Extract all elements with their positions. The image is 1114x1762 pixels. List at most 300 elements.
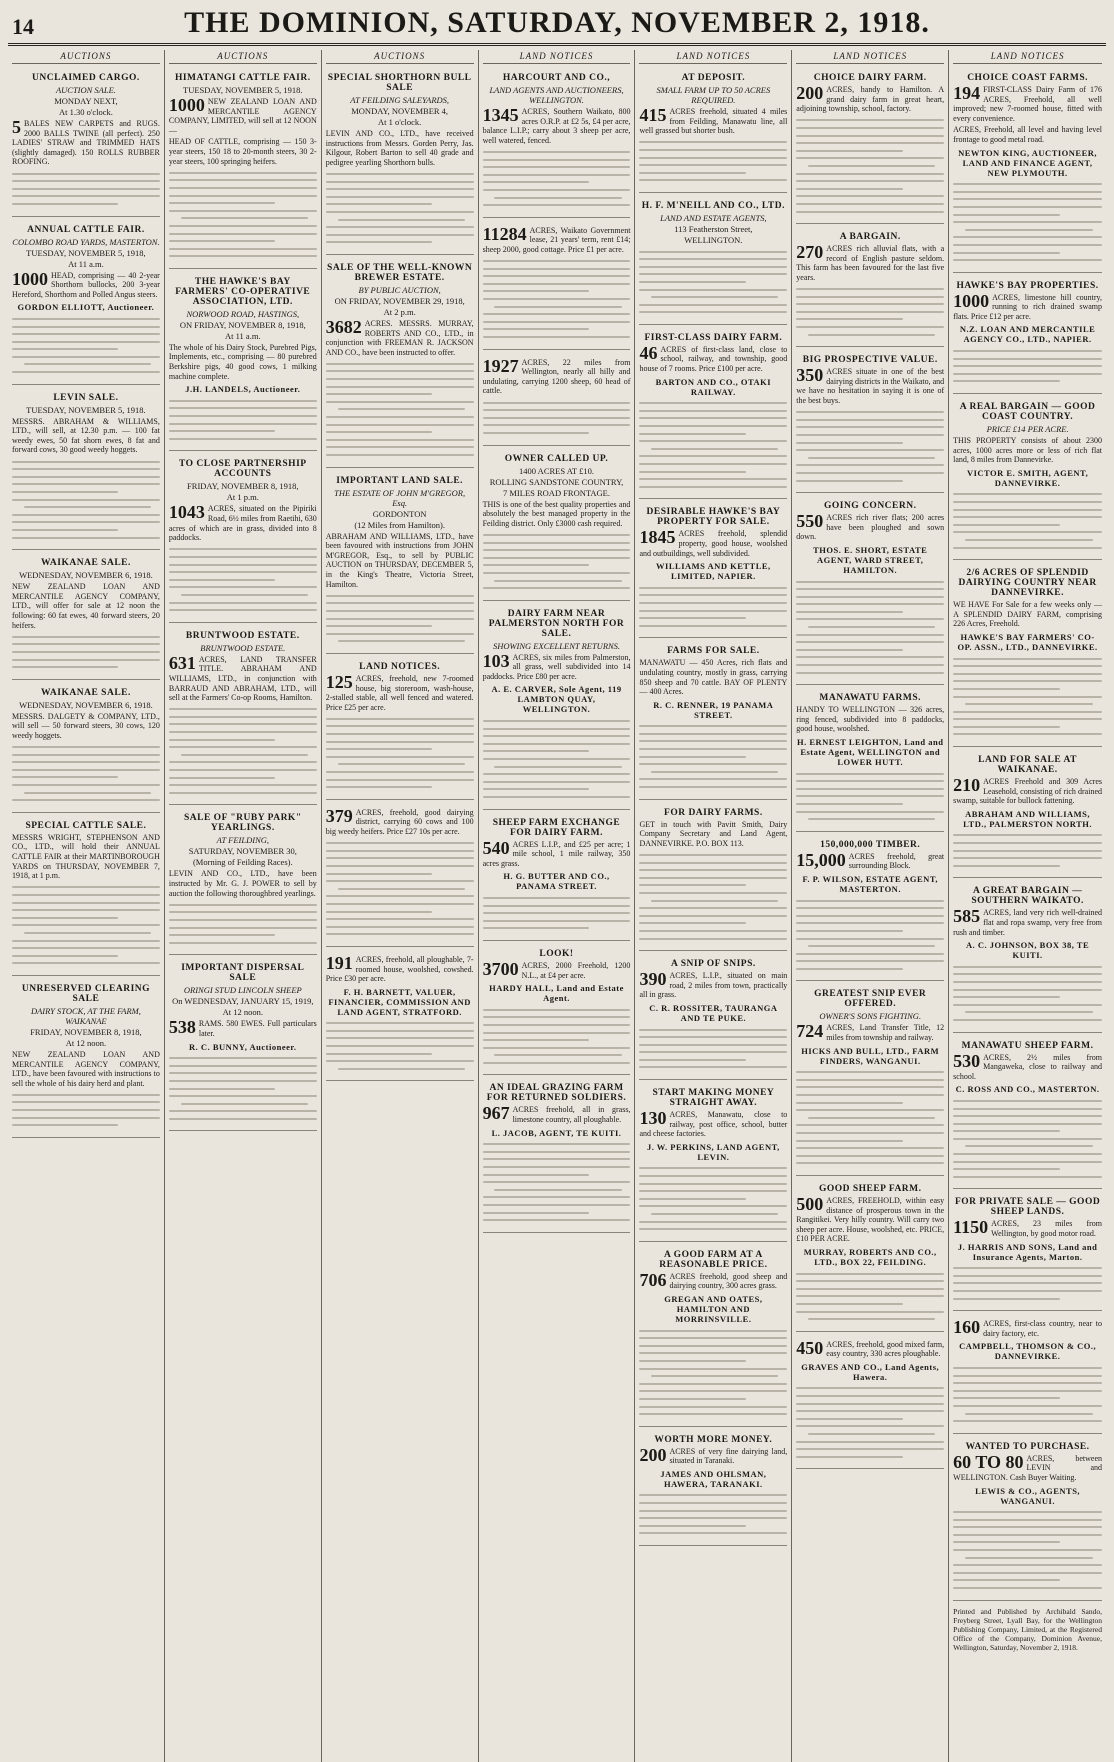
ad-fine-print <box>639 141 787 181</box>
ad-figure: 194 <box>953 83 981 103</box>
ad-fine-print <box>483 402 631 434</box>
classified-ad <box>953 1437 1102 1601</box>
ad-fine-print <box>12 318 160 373</box>
ad-fine-print <box>326 842 474 935</box>
ad-subtitle: AT FEILDING, <box>216 835 269 846</box>
ad-body <box>483 500 631 529</box>
classified-ad <box>796 227 944 347</box>
ad-body <box>953 1451 1103 1483</box>
ad-line: GORDONTON <box>372 508 427 519</box>
ad-figure: 46 <box>639 342 658 363</box>
ad-title: LEVIN SALE. <box>53 392 119 403</box>
ad-body-text: ACRES, freehold, all ploughable, 7-roomed house, woolshed, cowshed. Price £30 per acre. <box>325 954 474 984</box>
ad-body <box>796 367 944 405</box>
ad-body-text: ACRES Freehold and 309 Acres Leasehold, consisting of rich drained swamp, suitable for bullock fattening. <box>953 777 1103 806</box>
ad-figure: 1927 <box>482 355 519 376</box>
ad-body <box>953 85 1102 123</box>
classified-ad <box>796 835 944 982</box>
classified-ad <box>326 68 474 255</box>
ad-title: FOR PRIVATE SALE — GOOD SHEEP LANDS. <box>954 1197 1101 1218</box>
classified-ad <box>796 984 944 1176</box>
ad-title: SHEEP FARM EXCHANGE FOR DAIRY FARM. <box>492 817 621 838</box>
classified-ad <box>953 563 1102 747</box>
ad-body <box>12 582 160 630</box>
ad-fine-print <box>953 1267 1102 1299</box>
ad-body-text: MESSRS. DALGETY & COMPANY, LTD., will sell — 50 forward steers, 30 cows, 120 weedy hoggets. <box>12 711 160 740</box>
ad-line: At 12 noon. <box>222 1007 263 1018</box>
ad-line: ON FRIDAY, NOVEMBER 8, 1918, <box>179 319 306 330</box>
ad-body-text: WE HAVE For Sale for a few weeks only — A SPLENDID DAIRY FARM, comprising 226 Acres, Freehold. <box>953 600 1103 629</box>
ad-body <box>639 342 788 374</box>
classified-ad <box>639 954 787 1080</box>
ad-fine-print <box>639 587 787 627</box>
ad-figure: 540 <box>482 837 510 858</box>
ad-body <box>482 650 631 682</box>
ad-title: FIRST-CLASS DAIRY FARM. <box>644 332 783 343</box>
ad-line: 1400 ACRES AT £10. <box>519 465 594 476</box>
ad-body-text: ACRES freehold, splendid property, good house, woolshed and outbuildings, well subdivided. <box>639 529 788 558</box>
ad-signature: ABRAHAM AND WILLIAMS, LTD., PALMERSTON NORTH. <box>963 808 1093 829</box>
ad-body <box>325 952 474 984</box>
ad-body <box>953 1219 1102 1238</box>
ad-figure: 1845 <box>639 527 676 548</box>
ad-body <box>639 1269 788 1291</box>
ad-title: SALE OF "RUBY PARK" YEARLINGS. <box>183 813 302 834</box>
classified-ad <box>12 683 160 813</box>
ad-body-text: ACRES rich alluvial flats, with a record of English pasture seldom. This farm has been favoured for the last five years. <box>796 244 945 282</box>
ad-title: BRUNTWOOD ESTATE. <box>185 630 300 641</box>
ad-body <box>482 223 631 255</box>
ad-body <box>12 268 160 300</box>
ad-fine-print <box>639 251 787 314</box>
ad-line: At 2 p.m. <box>383 306 416 317</box>
ad-body-text: ACRES, first-class country, near to dairy factory, etc. <box>983 1319 1103 1338</box>
ad-fine-print <box>639 1029 787 1069</box>
ad-figure: 350 <box>796 365 824 386</box>
ad-fine-print <box>169 708 317 794</box>
ad-body-text: ABRAHAM AND WILLIAMS, LTD., have been favoured with instructions from JOHN M'GREGOR, Esq., to sell by PUBLIC AUCTION on THURSDAY, DECEMBER 5, in the King's Theatre, Victoria Street, Hamilton. <box>325 531 474 589</box>
ad-body <box>12 119 160 167</box>
ad-figure: 967 <box>482 1103 510 1124</box>
ad-figure: 415 <box>639 105 667 125</box>
ad-body <box>169 97 317 135</box>
column-6 <box>792 50 949 1762</box>
ad-title: DAIRY FARM NEAR PALMERSTON NORTH FOR SALE. <box>488 608 625 639</box>
ad-signature: BARTON AND CO., OTAKI RAILWAY. <box>655 376 772 397</box>
ad-subtitle: AT FEILDING SALEYARDS, <box>350 95 450 105</box>
ad-title: HAWKE'S BAY PROPERTIES. <box>956 280 1099 291</box>
ad-fine-print <box>169 1057 317 1120</box>
ad-fine-print <box>169 400 317 440</box>
ad-body <box>796 244 944 282</box>
ad-fine-print <box>326 173 474 243</box>
ad-fine-print <box>796 1387 944 1457</box>
ad-body <box>796 1023 944 1042</box>
classified-ad <box>483 944 631 1076</box>
ad-fine-print <box>483 260 631 338</box>
ad-fine-print <box>796 581 944 674</box>
ad-line: (12 Miles from Hamilton). <box>354 519 445 530</box>
ad-title: WAIKANAE SALE. <box>40 558 131 569</box>
ad-fine-print <box>639 1167 787 1230</box>
ad-body-text: GET in touch with Pavitt Smith, Dairy Company Secretary and Land Agent, DANNEVIRKE. P.O. BOX 113. <box>639 819 788 848</box>
ad-body-text: ACRES, Southern Waikato, 800 acres O.R.P. at £2 5s, £4 per acre, balance L.I.P.; carry about 3 sheep per acre, well watered, fenced. <box>482 107 631 145</box>
classified-ad <box>12 220 160 385</box>
ad-fine-print <box>12 173 160 205</box>
ad-body-text: NEW ZEALAND LOAN AND MERCANTILE AGENCY COMPANY, LTD., have been favoured with instructions to sell the whole of his dairy herd and plant. <box>12 1049 160 1088</box>
column-header: LAND NOTICES <box>483 50 631 64</box>
ad-body <box>953 1319 1102 1338</box>
ad-body-text: ACRES, between LEVIN and WELLINGTON. Cash Buyer Waiting. <box>953 1453 1103 1482</box>
ad-fine-print <box>483 1009 631 1064</box>
ad-fine-print <box>953 350 1102 382</box>
ad-figure: 379 <box>325 805 353 826</box>
ad-title: GREATEST SNIP EVER OFFERED. <box>814 989 927 1010</box>
ad-title: CHOICE COAST FARMS. <box>967 73 1088 83</box>
ad-body <box>639 1444 788 1466</box>
ad-title: WORTH MORE MONEY. <box>654 1434 773 1445</box>
classified-ad <box>796 1335 944 1470</box>
classified-ad <box>169 626 317 806</box>
ad-body-text: ACRES freehold, situated 4 miles from Feilding, Manawatu line, all well grassed but shorter bush. <box>639 107 788 136</box>
ad-subtitle: SMALL FARM UP TO 50 ACRES REQUIRED. <box>656 85 771 105</box>
ad-subtitle: BY PUBLIC AUCTION, <box>358 284 441 295</box>
ad-signature: THOS. E. SHORT, ESTATE AGENT, WARD STREET, HAMILTON. <box>813 544 928 575</box>
ad-figure: 1345 <box>482 105 519 125</box>
ad-body <box>325 316 474 357</box>
ad-fine-print <box>326 718 474 788</box>
classified-ad <box>796 1179 944 1332</box>
ad-body-text: RAMS. 580 EWES. Full particulars later. <box>198 1019 317 1038</box>
column-header: AUCTIONS <box>169 50 317 64</box>
ad-body-text: FIRST-CLASS Dairy Farm of 176 ACRES, Freehold, all well improved; new 7-roomed house, fitted with every convenience. <box>953 85 1103 123</box>
classified-ad <box>169 454 317 622</box>
ad-title: WANTED TO PURCHASE. <box>965 1441 1090 1452</box>
ad-figure: 3682 <box>325 316 362 337</box>
classified-ad <box>12 553 160 680</box>
ad-body <box>482 837 631 869</box>
ad-figure: 60 TO 80 <box>953 1451 1024 1472</box>
ad-signature: R. C. BUNNY, Auctioneer. <box>189 1041 297 1052</box>
ad-signature: GREGAN AND OATES, HAMILTON AND MORRINSVILLE. <box>664 1293 763 1324</box>
ad-body-text: The whole of his Dairy Stock, Purebred Pigs, Implements, etc., comprising — 80 purebred Berkshire pigs, 40 good cows, 1 milking machine complete. <box>168 342 317 381</box>
classified-ad <box>483 813 631 941</box>
column-header: LAND NOTICES <box>639 50 787 64</box>
ad-subtitle: SHOWING EXCELLENT RETURNS. <box>492 640 621 651</box>
ad-body <box>639 971 787 1000</box>
ad-title: THE HAWKE'S BAY FARMERS' CO-OPERATIVE ASSOCIATION, LTD. <box>175 276 311 307</box>
ad-body-text: NEW ZEALAND LOAN AND MERCANTILE AGENCY COMPANY, LIMITED, will sell at 12 NOON — <box>168 97 317 135</box>
ad-fine-print <box>12 746 160 801</box>
ad-signature: H. G. BUTTER AND CO., PANAMA STREET. <box>503 871 610 892</box>
ad-line: At 1.30 o'clock. <box>58 107 113 117</box>
classified-ad <box>796 496 944 685</box>
ad-signature: HARDY HALL, Land and Estate Agent. <box>489 983 624 1004</box>
ad-body-text: ACRES rich river flats; 200 acres have been ploughed and sown down. <box>796 513 945 542</box>
ad-body-text: ACRES of very fine dairying land, situated in Taranaki. <box>669 1446 788 1466</box>
ad-body-text: MANAWATU — 450 Acres, rich flats and undulating country, mostly in grass, carrying 850 sheep and 70 cattle. BAY OF PLENTY — 400 Acres. <box>639 658 788 697</box>
ad-body-text: ACRES of first-class land, close to school, railway, and township, good house of 7 rooms. Price £100 per acre. <box>639 344 788 374</box>
ad-title: START MAKING MONEY STRAIGHT AWAY. <box>652 1088 775 1109</box>
ad-signature: A. E. CARVER, Sole Agent, 119 LAMBTON QUAY, WELLINGTON. <box>491 684 622 715</box>
classified-ad <box>796 688 944 832</box>
ad-body <box>953 290 1103 322</box>
ad-body-secondary: ACRES, Freehold, all level and having level frontage to good metal road. <box>953 125 1103 144</box>
ad-figure: 200 <box>639 1444 667 1465</box>
ad-fine-print <box>639 1330 787 1416</box>
ad-fine-print <box>326 595 474 643</box>
ad-line: 113 Featherston Street, <box>674 223 753 234</box>
ad-body <box>953 908 1102 937</box>
classified-ad <box>169 958 317 1131</box>
ad-body-text: ACRES, handy to Hamilton. A grand dairy farm in great heart, adjoining township, school, factory. <box>796 85 945 114</box>
ad-title: CHOICE DAIRY FARM. <box>813 73 927 83</box>
classified-ad <box>169 808 317 955</box>
ad-line: ON FRIDAY, NOVEMBER 29, 1918, <box>334 295 465 306</box>
columns-container <box>8 50 1106 1762</box>
ad-fine-print <box>12 886 160 964</box>
ad-fine-print <box>169 172 317 258</box>
classified-ad <box>639 641 787 799</box>
classified-ad <box>326 803 474 947</box>
ad-body <box>482 958 631 980</box>
column-3 <box>322 50 479 1762</box>
ad-body <box>169 869 317 898</box>
ad-title: FARMS FOR SALE. <box>667 646 760 657</box>
classified-ad <box>12 816 160 976</box>
column-5 <box>635 50 792 1762</box>
ad-fine-print <box>169 548 317 611</box>
ad-subtitle: BRUNTWOOD ESTATE. <box>200 642 286 653</box>
ad-body <box>483 1105 631 1124</box>
ad-title: GOOD SHEEP FARM. <box>818 1183 922 1194</box>
ad-title: OWNER CALLED UP. <box>504 453 609 464</box>
ad-body-text: MESSRS WRIGHT, STEPHENSON AND CO., LTD., will hold their ANNUAL CATTLE FAIR at their MARTINBOROUGH YARDS on THURSDAY, NOVEMBER 7, 1918, at 1 p.m. <box>12 832 160 881</box>
ad-line: 7 MILES ROAD FRONTAGE. <box>503 487 610 498</box>
ad-subtitle: PRICE £14 PER ACRE. <box>986 424 1069 435</box>
ad-body-text: ACRES, six miles from Palmerston, all grass, well subdivided into 14 paddocks. Price £80 per acre. <box>482 652 631 681</box>
ad-body-text: ACRES freehold, great surrounding Block. <box>848 851 945 871</box>
ad-fine-print <box>953 966 1102 1021</box>
classified-ad <box>639 1245 787 1427</box>
ad-title: UNRESERVED CLEARING SALE <box>21 983 151 1004</box>
classified-ad <box>169 272 317 452</box>
ad-figure: 1000 <box>12 268 48 289</box>
page-number: 14 <box>12 14 34 39</box>
ad-body <box>796 85 944 114</box>
ad-signature: HAWKE'S BAY FARMERS' CO-OP. ASSN., LTD., DANNEVIRKE. <box>957 631 1098 652</box>
ad-title: AN IDEAL GRAZING FARM FOR RETURNED SOLDIERS. <box>486 1083 627 1104</box>
ad-body-text: ACRES, 22 miles from Wellington, nearly all hilly and undulating, carrying 1200 sheep, 60 head of cattle. <box>482 357 631 396</box>
ad-body <box>169 343 317 381</box>
classified-ad <box>953 1314 1102 1434</box>
ad-body-text: THIS is one of the best quality properties and absolutely the best managed property in the Feilding district. Only £3000 cash required. <box>482 499 631 528</box>
classified-ad <box>326 657 474 800</box>
ad-title: ANNUAL CATTLE FAIR. <box>27 224 145 235</box>
classified-ad <box>953 276 1102 394</box>
ad-body-text: ACRES, freehold, good mixed farm, easy country, 330 acres ploughable. <box>826 1339 945 1359</box>
ad-body-text: NEW ZEALAND LOAN AND MERCANTILE AGENCY COMPANY, LTD., will offer for sale at 12 noon the following: 60 fat ewes, 40 forward steers, 20 heifers. <box>12 582 160 630</box>
ad-line: MONDAY, NOVEMBER 4, <box>351 106 449 116</box>
ad-line: (Morning of Feilding Races). <box>192 857 293 868</box>
ad-figure: 210 <box>953 775 981 796</box>
column-4 <box>479 50 636 1762</box>
ad-fine-print <box>483 1143 631 1221</box>
ad-body <box>168 652 317 703</box>
ad-signature: J. W. PERKINS, LAND AGENT, LEVIN. <box>646 1141 780 1162</box>
printer-imprint: Printed and Published by Archibald Sando, Freyberg Street, Lyall Bay, for the Wellington Publishing Company, Limited, at the Registered Office of the Company, Dominion Avenue, Wellington, Saturday, November 2, 1918. <box>953 1606 1103 1652</box>
ad-figure: 1150 <box>953 1217 989 1238</box>
ad-signature: H. ERNEST LEIGHTON, Land and Estate Agent, WELLINGTON and LOWER HUTT. <box>797 737 944 767</box>
ad-signature: F. H. BARNETT, VALUER, FINANCIER, COMMISSION AND LAND AGENT, STRATFORD. <box>328 986 471 1017</box>
ad-title: A GOOD FARM AT A REASONABLE PRICE. <box>659 1249 768 1270</box>
ad-fine-print <box>639 725 787 788</box>
ad-figure: 1000 <box>168 95 205 115</box>
classified-ad <box>639 502 787 638</box>
ad-figure: 450 <box>796 1337 824 1358</box>
ad-subtitle: LAND AND ESTATE AGENTS, <box>660 212 767 223</box>
ad-title: A BARGAIN. <box>839 232 901 243</box>
ad-title: IMPORTANT LAND SALE. <box>336 475 464 486</box>
ad-subtitle: AUCTION SALE. <box>55 85 116 95</box>
ad-title: WAIKANAE SALE. <box>40 687 131 698</box>
column-header: AUCTIONS <box>12 50 160 64</box>
ad-body-text: BALES NEW CARPETS and RUGS. 2000 BALLS TWINE (all perfect). 250 LADIES' STRAW and TRIMMED HATS (slightly damaged). 150 ROLLS RUBBER ROOFING. <box>12 119 160 167</box>
ad-line: FRIDAY, NOVEMBER 8, 1918, <box>30 1026 142 1037</box>
ad-title: 2/6 ACRES OF SPLENDID DAIRYING COUNTRY NEAR DANNEVIRKE. <box>958 568 1097 599</box>
classified-ad <box>639 803 787 952</box>
ad-body-text: ACRES, L.I.P., situated on main road, 2 miles from town, practically all in grass. <box>639 971 788 1000</box>
ad-line: On WEDNESDAY, JANUARY 15, 1919, <box>172 996 314 1007</box>
ad-figure: 3700 <box>482 958 519 979</box>
ad-body-text: MESSRS. ABRAHAM & WILLIAMS, LTD., will sell, at 12.30 p.m. — 100 fat weedy ewes, 50 fat shorn ewes, 8 fat and forward cows, 30 good weedy hoggets. <box>12 416 160 455</box>
ad-body-text: ACRES. MESSRS. MURRAY, ROBERTS AND CO., LTD., in conjunction with FREEMAN R. JACKSON AND CO., have been instructed to offer. <box>325 318 474 357</box>
ad-line: TUESDAY, NOVEMBER 5, 1918. <box>26 404 146 415</box>
ad-line: FRIDAY, NOVEMBER 8, 1918, <box>187 481 299 492</box>
ad-fine-print <box>639 402 787 488</box>
ad-figure: 103 <box>482 650 510 671</box>
ad-figure: 530 <box>953 1050 981 1071</box>
classified-ad <box>483 68 631 218</box>
classified-ad <box>953 881 1102 1032</box>
ad-figure: 706 <box>639 1269 667 1290</box>
ad-fine-print <box>796 1071 944 1164</box>
ad-body <box>953 1050 1103 1082</box>
classified-ad <box>953 1192 1102 1311</box>
classified-ad <box>483 221 631 350</box>
ad-signature: NEWTON KING, AUCTIONEER, LAND AND FINANCE AGENT, NEW PLYMOUTH. <box>958 147 1098 178</box>
ad-body <box>953 600 1102 629</box>
ad-figure: 724 <box>796 1021 824 1042</box>
ad-body <box>12 712 160 741</box>
ad-figure: 5 <box>12 117 21 137</box>
ad-title: MANAWATU SHEEP FARM. <box>961 1040 1094 1051</box>
ad-figure: 125 <box>325 671 353 692</box>
masthead <box>8 0 1106 46</box>
ad-title: UNCLAIMED CARGO. <box>32 73 140 83</box>
ad-figure: 1043 <box>168 502 205 523</box>
ad-body <box>12 1050 160 1088</box>
ad-body-text: ACRES freehold, good sheep and dairying country, 300 acres grass. <box>669 1271 788 1291</box>
ad-line: TUESDAY, NOVEMBER 5, 1918, <box>26 247 146 258</box>
classified-ad <box>483 353 631 446</box>
classified-ad <box>953 750 1102 878</box>
ad-line: At 11 a.m. <box>225 330 261 341</box>
classified-ad <box>639 1430 787 1546</box>
classified-ad <box>953 397 1102 560</box>
ad-signature: F. P. WILSON, ESTATE AGENT, MASTERTON. <box>802 873 938 894</box>
ad-fine-print <box>953 658 1102 736</box>
ad-line: At 1 o'clock. <box>377 117 422 127</box>
ad-body <box>796 849 945 871</box>
ad-fine-print <box>953 183 1102 261</box>
ad-fine-print <box>483 151 631 206</box>
ad-subtitle: COLOMBO ROAD YARDS, MASTERTON. <box>12 236 160 247</box>
classified-ad <box>639 68 787 193</box>
ad-body-text: ACRES, situated on the Pipiriki Road, 6½ miles from Raetihi, 630 acres of which are in grass, divided into 8 paddocks. <box>168 504 317 543</box>
ad-body-text: ACRES freehold, all in grass, limestone country, all ploughable. <box>512 1105 631 1125</box>
ad-title: TO CLOSE PARTNERSHIP ACCOUNTS <box>179 459 307 480</box>
ad-signature: J. HARRIS AND SONS, Land and Insurance Agents, Marton. <box>957 1241 1098 1262</box>
ad-body <box>796 1337 945 1359</box>
ad-figure: 500 <box>796 1193 824 1214</box>
ad-body-text: ACRES, Manawatu, close to railway, post office, school, butter and cheese factories. <box>639 1110 788 1139</box>
ad-body-text: ACRES, limestone hill country, running to rich drained swamp flats. Price £12 per acre. <box>953 292 1103 321</box>
ad-body <box>326 532 474 590</box>
ad-body-text: ACRES, 23 miles from Wellington, by good motor road. <box>991 1219 1103 1239</box>
ad-fine-print <box>12 1094 160 1126</box>
column-7 <box>949 50 1106 1762</box>
classified-ad <box>639 196 787 325</box>
ad-fine-print <box>796 1273 944 1321</box>
classified-ad <box>796 68 944 224</box>
ad-figure: 191 <box>325 952 353 973</box>
ad-figure: 550 <box>796 511 824 532</box>
ad-body <box>482 355 631 396</box>
ad-body <box>796 1193 945 1244</box>
ad-body-text: ACRES, FREEHOLD, within easy distance of prosperous town in the Rangitikei. Very hilly country. Will carry two sheep per acre. House, woolshed, etc. PRICE, £10 PER ACRE. <box>796 1195 945 1244</box>
ad-signature: L. JACOB, AGENT, TE KUITI. <box>491 1127 622 1138</box>
ad-title: FOR DAIRY FARMS. <box>664 807 763 818</box>
ad-title: A SNIP OF SNIPS. <box>671 959 756 970</box>
ad-fine-print <box>639 1494 787 1534</box>
ad-title: HIMATANGI CATTLE FAIR. <box>174 73 311 83</box>
ad-body-text: ACRES, LAND TRANSFER TITLE. ABRAHAM AND WILLIAMS, LTD., in conjunction with BARRAUD AND ABRAHAM, LTD., will sell at the Farmers' Co-op Rooms, Hamilton. <box>168 654 317 703</box>
ad-body <box>12 417 160 455</box>
ad-title: LAND FOR SALE AT WAIKANAE. <box>978 755 1078 776</box>
ad-body <box>639 529 787 558</box>
ad-figure: 200 <box>796 83 824 103</box>
ad-title: BIG PROSPECTIVE VALUE. <box>802 355 938 366</box>
ad-fine-print <box>326 363 474 456</box>
ad-fine-print <box>796 288 944 336</box>
ad-body <box>639 1110 787 1139</box>
ad-fine-print <box>483 534 631 589</box>
ad-title: A REAL BARGAIN — GOOD COAST COUNTRY. <box>959 402 1096 423</box>
ad-subtitle: ORINGI STUD LINCOLN SHEEP <box>183 985 302 996</box>
ad-fine-print <box>169 904 317 944</box>
ad-body-text: ACRES, land very rich well-drained flat and ropa swamp, very free from rush and timber. <box>953 908 1103 937</box>
ad-title: IMPORTANT DISPERSAL SALE <box>181 963 305 984</box>
ad-title: LOOK! <box>539 948 574 959</box>
ad-body <box>169 1019 317 1038</box>
classified-ad <box>12 388 160 551</box>
ad-title: HARCOURT AND CO., <box>502 73 611 83</box>
ad-title: 150,000,000 TIMBER. <box>820 839 921 850</box>
ad-line: TUESDAY, NOVEMBER 5, 1918. <box>183 85 303 95</box>
column-header: AUCTIONS <box>326 50 474 64</box>
ad-line: WEDNESDAY, NOVEMBER 6, 1918. <box>19 570 153 581</box>
